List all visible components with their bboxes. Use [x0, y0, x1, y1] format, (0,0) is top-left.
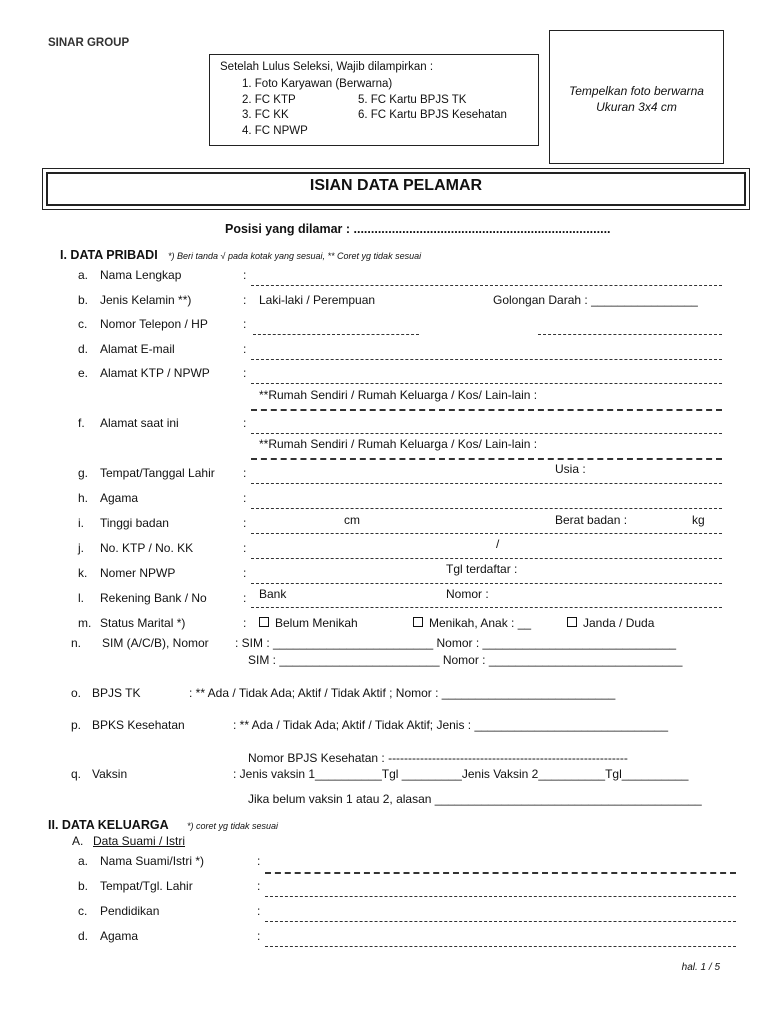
title-box: [42, 168, 750, 210]
field-letter: n.: [71, 636, 82, 650]
field-letter: a.: [78, 268, 89, 282]
nama-pasangan-line[interactable]: [265, 872, 736, 874]
agama-pasangan-line[interactable]: [265, 946, 736, 947]
ttl-line[interactable]: [251, 483, 722, 484]
ttl-pasangan-line[interactable]: [265, 896, 736, 897]
alamat-saat-ini-line2[interactable]: [251, 458, 722, 460]
nomor-bpjs-kesehatan-field[interactable]: Nomor BPJS Kesehatan : ------------------------------------------------------------: [248, 751, 628, 765]
checkbox-icon[interactable]: [567, 617, 577, 627]
bpjs-tk-field[interactable]: : ** Ada / Tidak Ada; Aktif / Tidak Aktif ; Nomor : __________________________: [189, 686, 616, 700]
label-agama: Agama: [100, 491, 139, 505]
agama-line[interactable]: [251, 508, 722, 509]
label-tinggi-badan: Tinggi badan: [100, 516, 169, 530]
ktp-kk-separator: /: [496, 537, 500, 551]
kg-unit: kg: [692, 513, 705, 527]
requirement-item: 1. Foto Karyawan (Berwarna): [242, 78, 393, 90]
requirement-item: 4. FC NPWP: [242, 125, 308, 137]
alamat-ktp-line2[interactable]: [251, 409, 722, 411]
field-letter: j.: [78, 541, 84, 555]
section1-note: *) Beri tanda √ pada kotak yang sesuai, ** Coret yg tidak sesuai: [168, 251, 422, 261]
bpks-field[interactable]: : ** Ada / Tidak Ada; Aktif / Tidak Aktif; Jenis : _____________________________: [233, 718, 668, 732]
field-letter: g.: [78, 466, 89, 480]
field-letter: c.: [78, 904, 88, 918]
vaksin-field[interactable]: : Jenis vaksin 1__________Tgl _________Jenis Vaksin 2__________Tgl__________: [233, 767, 689, 781]
residence-options-current[interactable]: **Rumah Sendiri / Rumah Keluarga / Kos/ Lain-lain :: [259, 437, 538, 451]
field-letter: a.: [78, 854, 89, 868]
subsection-letter: A.: [72, 834, 84, 848]
nomor-rekening-label: Nomor :: [446, 587, 489, 601]
hp-line[interactable]: [538, 334, 722, 335]
age-label: Usia :: [555, 462, 586, 476]
gender-options[interactable]: Laki-laki / Perempuan: [259, 293, 376, 307]
rekening-line[interactable]: [251, 607, 722, 608]
cm-unit: cm: [344, 513, 360, 527]
label-tempat-tanggal-lahir: Tempat/Tanggal Lahir: [100, 466, 215, 480]
label-status-marital: Status Marital *): [100, 616, 186, 630]
photo-size: Ukuran 3x4 cm: [596, 100, 677, 114]
field-letter: h.: [78, 491, 89, 505]
ktp-kk-line[interactable]: [251, 558, 722, 559]
requirement-item: 5. FC Kartu BPJS TK: [358, 94, 467, 106]
label-bpjs-tk: BPJS TK: [92, 686, 141, 700]
field-letter: d.: [78, 929, 89, 943]
label-no-ktp-kk: No. KTP / No. KK: [100, 541, 194, 555]
label-alamat-saat-ini: Alamat saat ini: [100, 416, 179, 430]
residence-options[interactable]: **Rumah Sendiri / Rumah Keluarga / Kos/ Lain-lain :: [259, 388, 538, 402]
field-letter: m.: [78, 616, 92, 630]
label-pendidikan: Pendidikan: [100, 904, 160, 918]
page-number: hal. 1 / 5: [681, 962, 720, 973]
label-nama-suami-istri: Nama Suami/Istri *): [100, 854, 205, 868]
label-nomor-telepon: Nomor Telepon / HP: [100, 317, 208, 331]
sim-field-2[interactable]: SIM : ________________________ Nomor : _____________________________: [248, 653, 683, 667]
photo-instruction: Tempelkan foto berwarna: [569, 84, 704, 98]
field-letter: p.: [71, 718, 82, 732]
field-letter: b.: [78, 879, 89, 893]
requirements-heading: Setelah Lulus Seleksi, Wajib dilampirkan :: [220, 61, 434, 73]
bank-label: Bank: [259, 587, 287, 601]
label-rekening-bank: Rekening Bank / No: [100, 591, 207, 605]
label-sim: SIM (A/C/B), Nomor: [102, 636, 209, 650]
checkbox-icon[interactable]: [259, 617, 269, 627]
photo-placeholder[interactable]: [549, 30, 724, 164]
field-letter: b.: [78, 293, 89, 307]
field-letter: o.: [71, 686, 82, 700]
npwp-line[interactable]: [251, 583, 722, 584]
label-bpks-kesehatan: BPKS Kesehatan: [92, 718, 185, 732]
marital-option-married[interactable]: Menikah, Anak : __: [413, 616, 531, 630]
label-email: Alamat E-mail: [100, 342, 175, 356]
field-letter: k.: [78, 566, 88, 580]
email-line[interactable]: [251, 359, 722, 360]
tgl-terdaftar-label: Tgl terdaftar :: [446, 562, 518, 576]
label-jenis-kelamin: Jenis Kelamin **): [100, 293, 192, 307]
subsection-title: Data Suami / Istri: [93, 834, 186, 848]
position-field[interactable]: Posisi yang dilamar : ..........................................................................: [225, 222, 611, 236]
sim-field-1[interactable]: : SIM : ________________________ Nomor : _____________________________: [235, 636, 677, 650]
field-letter: d.: [78, 342, 89, 356]
vaksin-alasan-field[interactable]: Jika belum vaksin 1 atau 2, alasan ________________________________________: [248, 792, 702, 806]
section2-title: II. DATA KELUARGA: [48, 818, 169, 832]
label-tempat-tgl-lahir: Tempat/Tgl. Lahir: [100, 879, 193, 893]
label-nama-lengkap: Nama Lengkap: [100, 268, 182, 282]
requirement-item: 2. FC KTP: [242, 94, 296, 106]
checkbox-icon[interactable]: [413, 617, 423, 627]
section2-note: *) coret yg tidak sesuai: [187, 821, 279, 831]
label-npwp: Nomer NPWP: [100, 566, 176, 580]
blood-type-field[interactable]: Golongan Darah : ________________: [493, 293, 698, 307]
section1-title: I. DATA PRIBADI: [60, 248, 158, 262]
marital-option-widowed[interactable]: Janda / Duda: [567, 616, 654, 630]
field-letter: f.: [78, 416, 85, 430]
label-vaksin: Vaksin: [92, 767, 128, 781]
telepon-line[interactable]: [253, 334, 419, 335]
page-title: ISIAN DATA PELAMAR: [309, 177, 483, 194]
alamat-saat-ini-line[interactable]: [251, 433, 722, 434]
nama-lengkap-line[interactable]: [251, 285, 722, 286]
field-letter: i.: [78, 516, 84, 530]
field-letter: l.: [78, 591, 84, 605]
label-agama-pasangan: Agama: [100, 929, 139, 943]
tinggi-line[interactable]: [251, 533, 722, 534]
field-letter: q.: [71, 767, 82, 781]
pendidikan-line[interactable]: [265, 921, 736, 922]
alamat-ktp-line[interactable]: [251, 383, 722, 384]
field-letter: c.: [78, 317, 88, 331]
label-alamat-ktp: Alamat KTP / NPWP: [100, 366, 210, 380]
company-name: SINAR GROUP: [48, 37, 130, 49]
requirement-item: 3. FC KK: [242, 109, 289, 121]
requirements-box: [209, 54, 539, 146]
requirement-item: 6. FC Kartu BPJS Kesehatan: [358, 109, 507, 121]
field-letter: e.: [78, 366, 89, 380]
marital-option-single[interactable]: Belum Menikah: [259, 616, 358, 630]
weight-label: Berat badan :: [555, 513, 628, 527]
